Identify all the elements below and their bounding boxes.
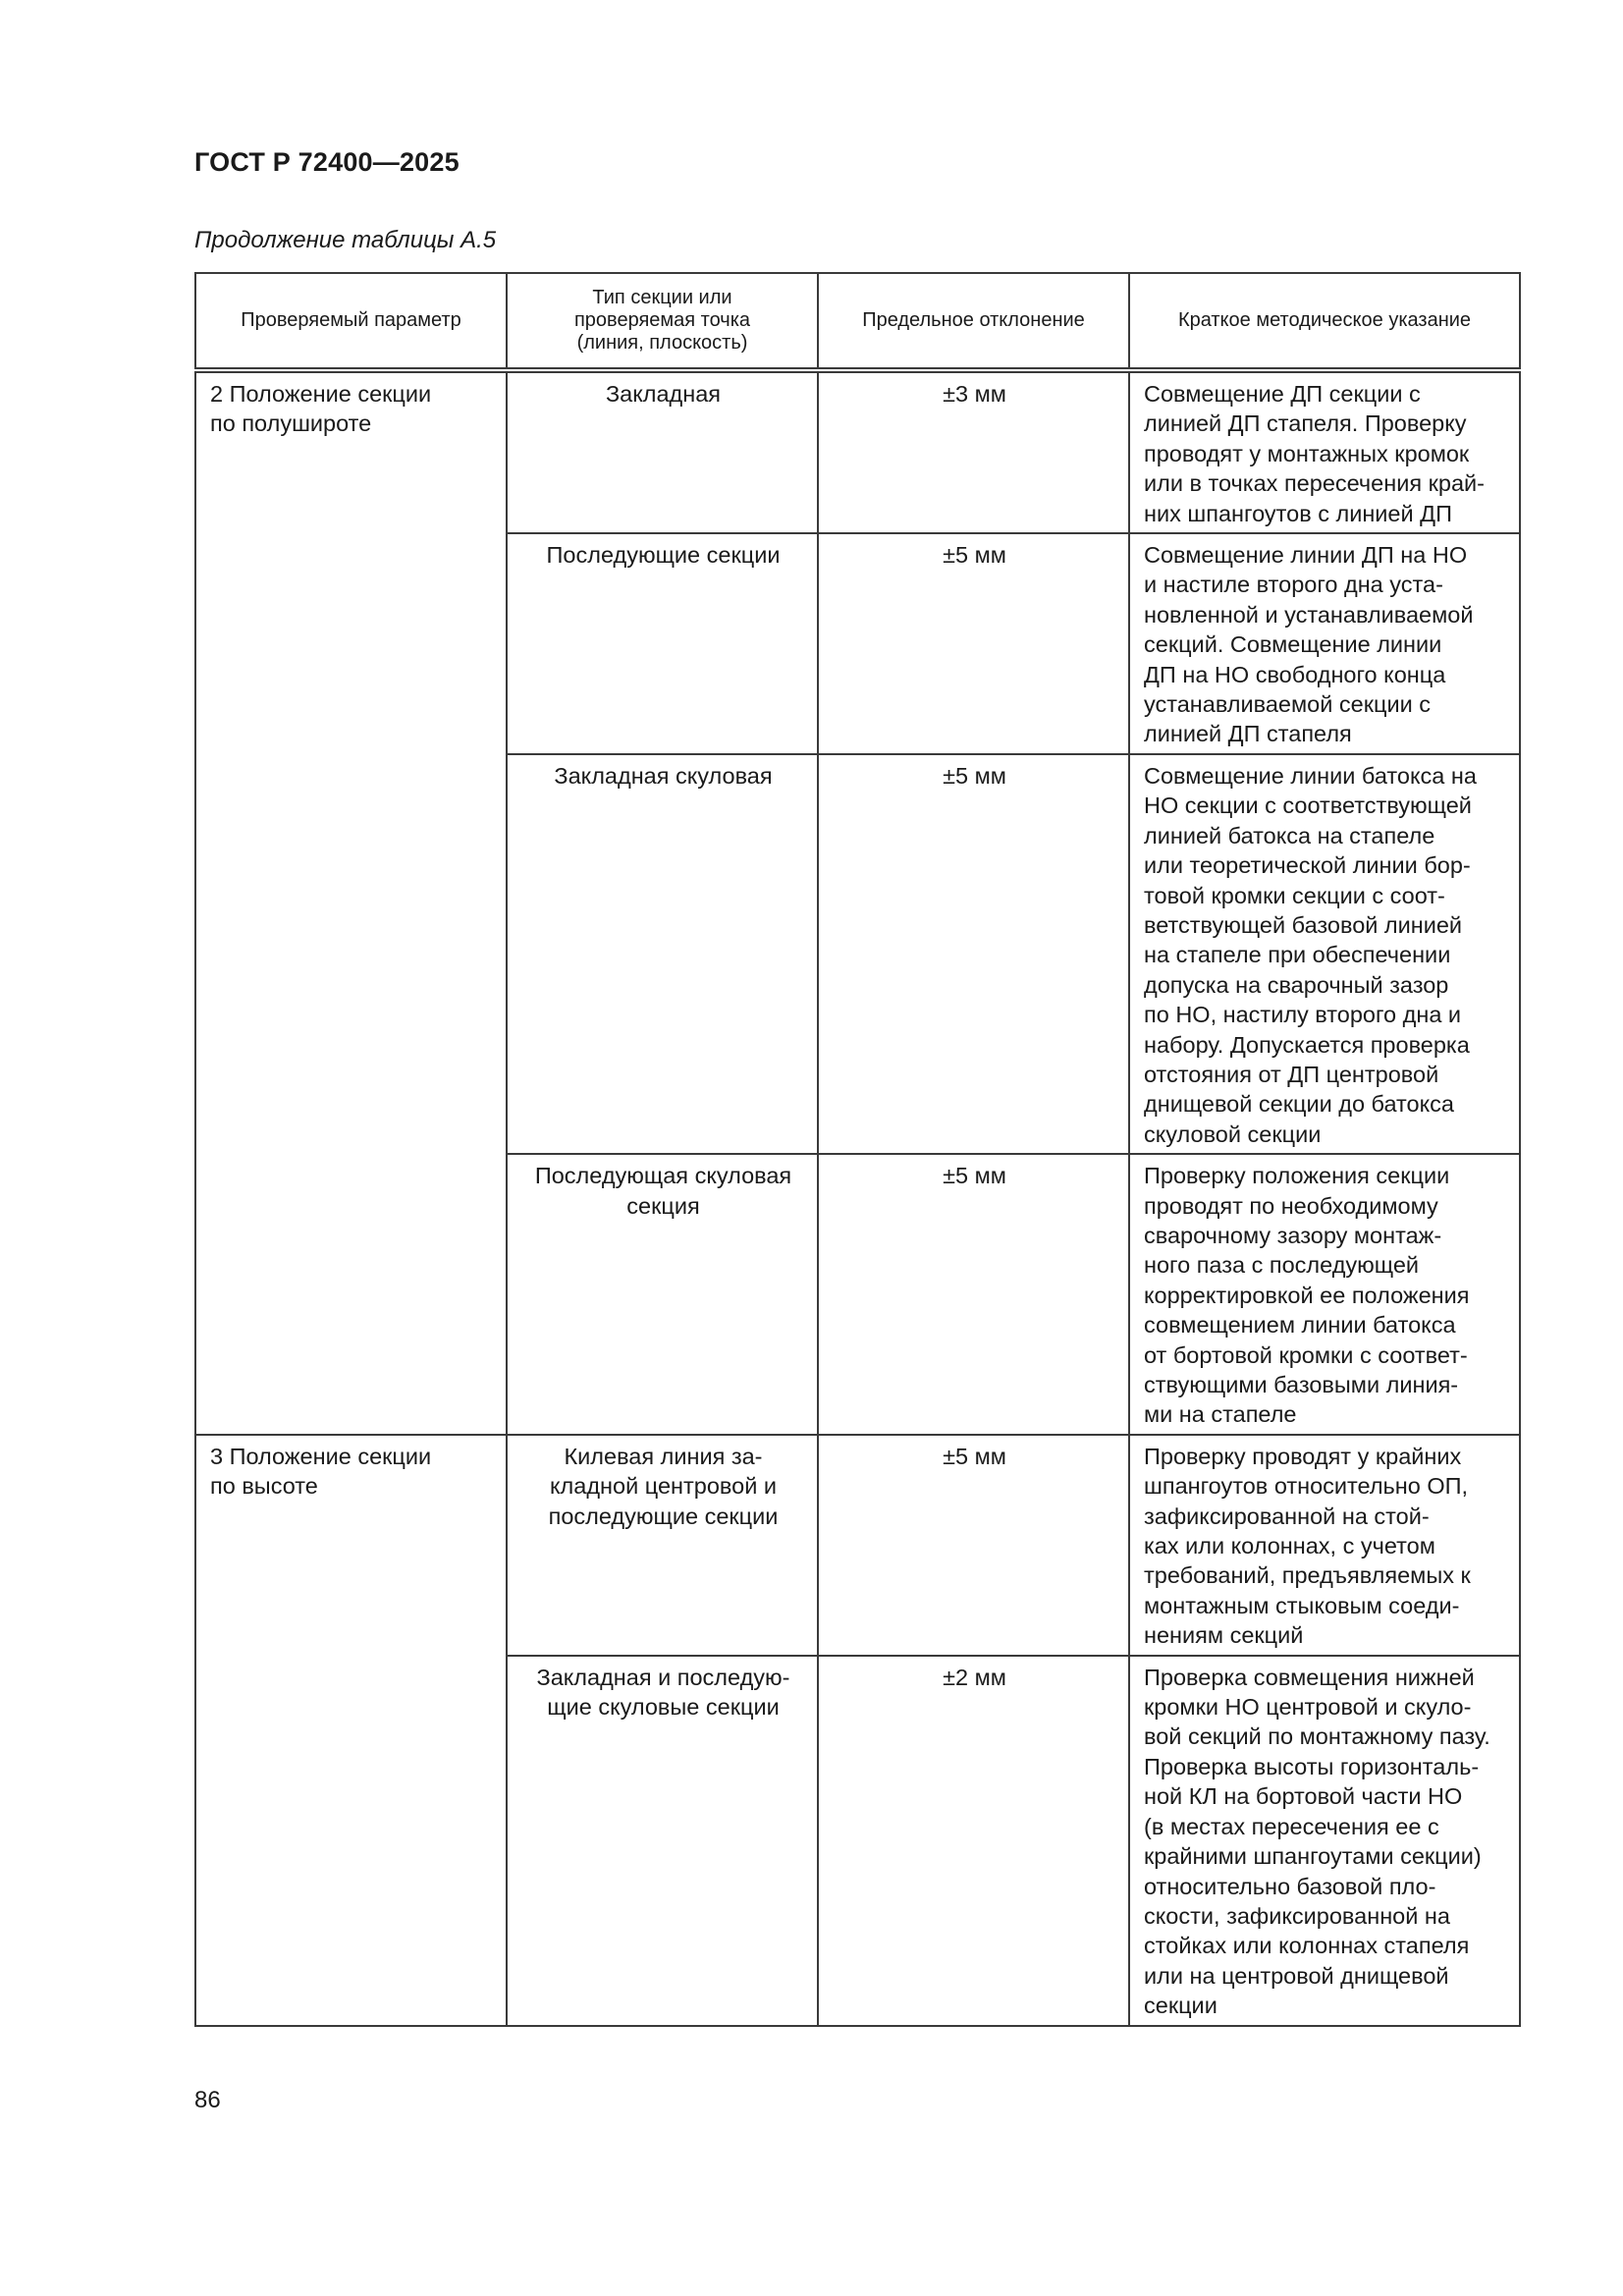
method-cell: Совмещение ДП секции с линией ДП стапеля. Проверку проводят у монтажных кромок или в точках пересечения край- них шпангоутов с линией ДП [1129,370,1520,533]
section-type-cell: Килевая линия за- кладной центровой и последующие секции [507,1435,818,1656]
method-cell: Проверку проводят у крайних шпангоутов относительно ОП, зафиксированной на стой- ках или колоннах, с учетом требований, предъявляемых к монтажным стыковым соеди- нениям секций [1129,1435,1520,1656]
deviation-cell: ±5 мм [818,1154,1129,1435]
deviation-table [194,272,1521,2027]
method-cell: Проверку положения секции проводят по необходимому сварочному зазору монтаж- ного паза с последующей корректировкой ее положения совмещением линии батокса от бортовой кромки с соответ- ствующими базовыми линия- ми на стапеле [1129,1154,1520,1435]
method-cell: Совмещение линии батокса на НО секции с соответствующей линией батокса на стапеле или теоретической линии бор- товой кромки секции с соот- ветствующей базовой линией на стапеле при обеспечении допуска на сварочный зазор по НО, настилу второго дна и набору. Допускается проверка отстояния от ДП центровой днищевой секции до батокса скуловой секции [1129,754,1520,1154]
table-row [195,370,1520,533]
section-type-cell: Закладная [507,370,818,533]
page-number: 86 [194,2087,221,2113]
table-caption: Продолжение таблицы А.5 [194,227,497,253]
section-type-cell: Последующая скуловая секция [507,1154,818,1435]
method-cell: Проверка совмещения нижней кромки НО центровой и скуло- вой секций по монтажному пазу. Проверка высоты горизонталь- ной КЛ на бортовой части НО (в местах пересечения ее с крайними шпангоутами секции) относительно базовой пло- скости, зафиксированной на стойках или колоннах стапеля или на центровой днищевой секции [1129,1656,1520,2026]
deviation-cell: ±5 мм [818,1435,1129,1656]
parameter-cell: 3 Положение секции по высоте [195,1435,507,2026]
deviation-cell: ±5 мм [818,533,1129,754]
table-row [195,1435,1520,1656]
header-method: Краткое методическое указание [1129,273,1520,370]
section-type-cell: Закладная и последую- щие скуловые секции [507,1656,818,2026]
section-type-cell: Закладная скуловая [507,754,818,1154]
document-header: ГОСТ Р 72400—2025 [194,147,460,177]
deviation-cell: ±3 мм [818,370,1129,533]
table-header-row [195,273,1520,370]
section-type-cell: Последующие секции [507,533,818,754]
deviation-cell: ±5 мм [818,754,1129,1154]
deviation-cell: ±2 мм [818,1656,1129,2026]
header-deviation: Предельное отклонение [818,273,1129,370]
parameter-cell: 2 Положение секции по полушироте [195,370,507,1435]
method-cell: Совмещение линии ДП на НО и настиле второго дна уста- новленной и устанавливаемой секций. Совмещение линии ДП на НО свободного конца устанавливаемой секции с линией ДП стапеля [1129,533,1520,754]
header-parameter: Проверяемый параметр [195,273,507,370]
header-section-type: Тип секции или проверяемая точка (линия, плоскость) [507,273,818,370]
